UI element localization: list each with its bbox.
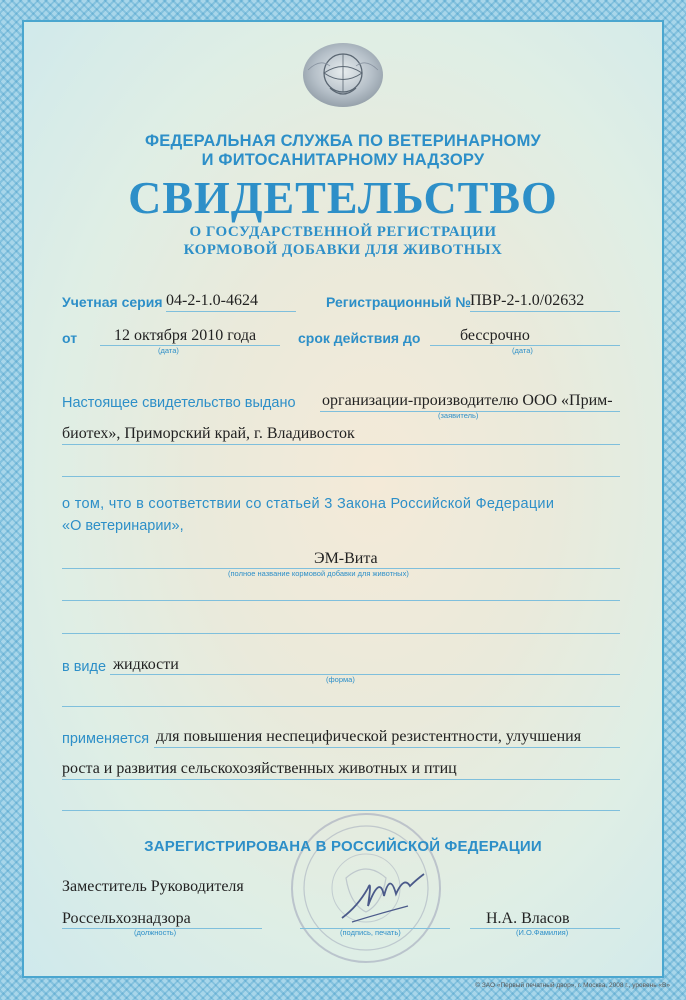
position-line1: Заместитель Руководителя: [62, 878, 244, 895]
series-label: Учетная серия: [62, 294, 163, 310]
reg-label: Регистрационный №: [326, 294, 471, 310]
from-label: от: [62, 330, 78, 346]
issued-label: Настоящее свидетельство выдано: [62, 395, 296, 411]
emblem-icon: [300, 40, 386, 110]
position-line2: Россельхознадзора: [62, 910, 191, 927]
subtitle-line1: О ГОСУДАРСТВЕННОЙ РЕГИСТРАЦИИ: [189, 224, 497, 240]
agency-line2: И ФИТОСАНИТАРНОМУ НАДЗОРУ: [201, 151, 485, 169]
product-hint: (полное название кормовой добавки для животных): [228, 569, 409, 578]
form-label: в виде: [62, 659, 107, 675]
valid-label: срок действия до: [298, 330, 421, 346]
printer-footer: © ЗАО «Первый печатный двор», г. Москва, 2008 г., уровень «В»: [475, 982, 670, 989]
valid-value: бессрочно: [460, 327, 530, 344]
issued-value-line1: организации-производителю ООО «Прим-: [322, 392, 613, 409]
law-line1: о том, что в соответствии со статьей 3 Закона Российской Федерации: [62, 496, 555, 512]
page-title: СВИДЕТЕЛЬСТВО: [128, 172, 558, 223]
signature-icon: [338, 866, 428, 926]
product-name: ЭМ-Вита: [314, 550, 378, 567]
valid-hint: (дата): [512, 346, 533, 355]
date-value: 12 октября 2010 года: [114, 327, 257, 344]
registered-heading: ЗАРЕГИСТРИРОВАНА В РОССИЙСКОЙ ФЕДЕРАЦИИ: [144, 838, 542, 855]
position-hint: (должность): [134, 928, 177, 937]
subtitle-line2: КОРМОВОЙ ДОБАВКИ ДЛЯ ЖИВОТНЫХ: [183, 242, 503, 258]
form-value: жидкости: [113, 656, 179, 673]
signatory-name: Н.А. Власов: [486, 910, 570, 927]
usage-value-line1: для повышения неспецифической резистентности, улучшения: [156, 728, 582, 745]
issued-value-line2: биотех», Приморский край, г. Владивосток: [62, 425, 355, 442]
law-line2: «О ветеринарии»,: [62, 518, 184, 534]
agency-line1: ФЕДЕРАЛЬНАЯ СЛУЖБА ПО ВЕТЕРИНАРНОМУ: [145, 132, 541, 150]
series-value: 04-2-1.0-4624: [166, 292, 258, 309]
usage-label: применяется: [62, 731, 150, 747]
date-hint: (дата): [158, 346, 179, 355]
signatory-name-hint: (И.О.Фамилия): [516, 928, 569, 937]
signature-hint: (подпись, печать): [340, 928, 401, 937]
form-hint: (форма): [326, 675, 355, 684]
issued-hint: (заявитель): [438, 411, 479, 420]
reg-value: ПВР-2-1.0/02632: [470, 292, 585, 309]
usage-value-line2: роста и развития сельскохозяйственных животных и птиц: [62, 760, 457, 777]
